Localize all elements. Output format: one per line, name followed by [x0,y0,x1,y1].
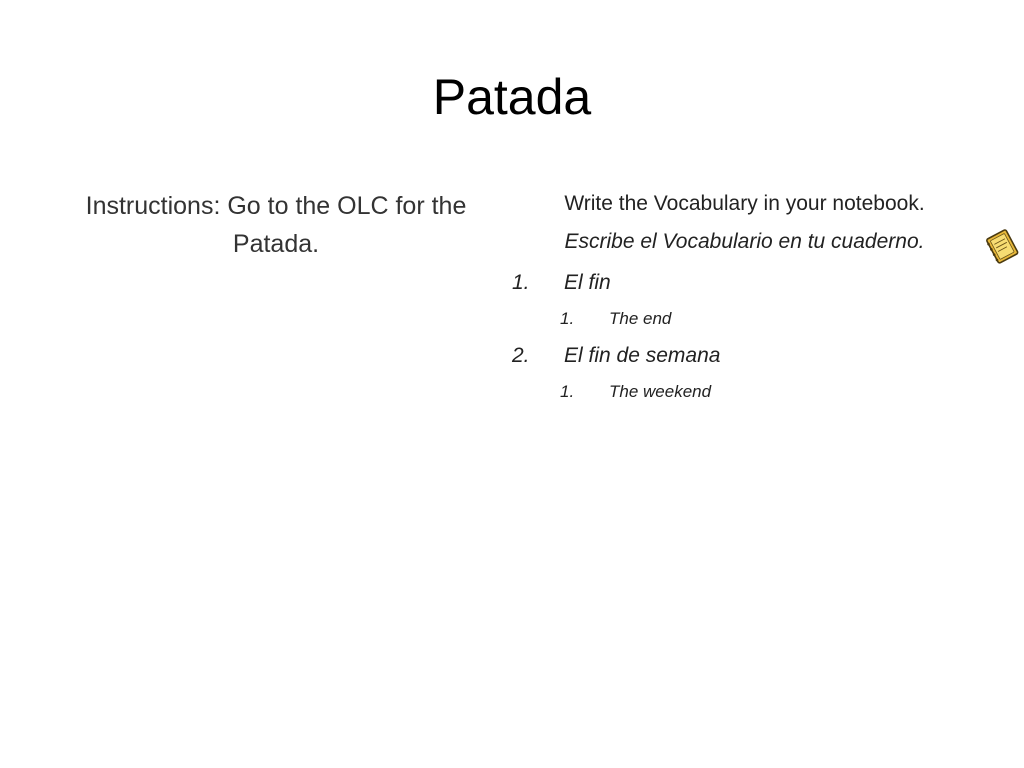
vocab-subitem [512,301,992,337]
vocab-item-term: El fin de semana [564,344,721,367]
instructions-text: Instructions: Go to the OLC for the Patada. [85,192,467,258]
vocab-subitem-number: 1. [560,382,575,401]
vocab-item-number: 2. [512,344,530,367]
vocab-item [512,264,992,301]
vocab-subitem-translation: The weekend [609,382,712,401]
slide-title: Patada [432,69,592,125]
vocab-subitem [512,374,992,410]
vocabulary-panel [512,188,992,410]
escribe-vocabulario-line: Escribe el Vocabulario en tu cuaderno. [564,230,925,253]
notebook-icon [984,228,1020,264]
vocab-subitem-number: 1. [560,309,575,328]
vocab-item [512,337,992,374]
vocab-item-term: El fin [564,271,611,294]
vocab-item-number: 1. [512,271,530,294]
vocab-subitem-translation: The end [609,309,672,328]
write-vocabulary-line: Write the Vocabulary in your notebook. [564,192,925,215]
